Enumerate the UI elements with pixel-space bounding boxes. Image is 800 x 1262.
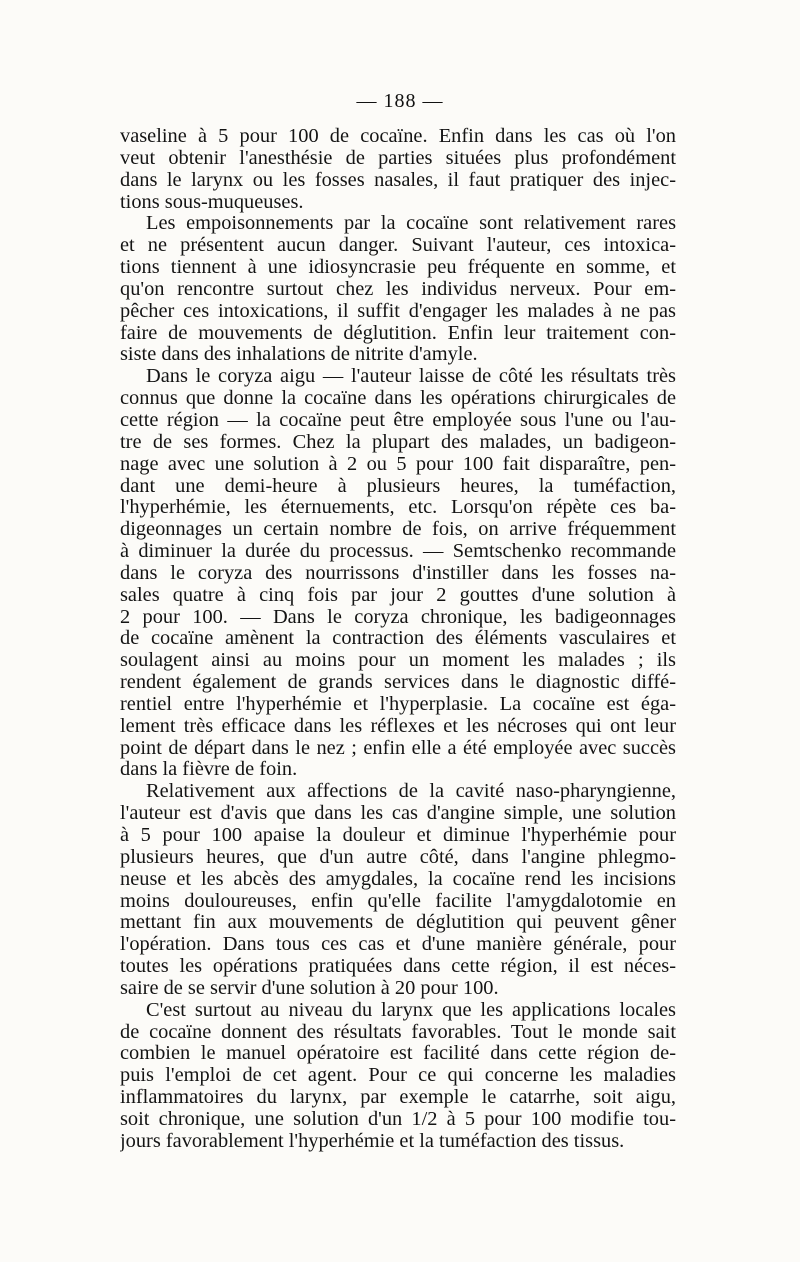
text-line: vaseline à 5 pour 100 de cocaïne. Enfin dans les cas où l'on <box>120 126 676 147</box>
text-line: soulagent ainsi au moins pour un moment les malades ; ils <box>120 650 676 672</box>
text-line: qu'on rencontre surtout chez les individus nerveux. Pour em- <box>120 278 676 300</box>
text-line: l'auteur est d'avis que dans les cas d'angine simple, une solution <box>120 803 676 825</box>
text-line: rendent également de grands services dans le diagnostic diffé- <box>120 672 676 694</box>
text-line: rentiel entre l'hyperhémie et l'hyperplasie. La cocaïne est éga- <box>120 693 676 715</box>
text-line: point de départ dans le nez ; enfin elle a été employée avec succès <box>120 737 676 759</box>
text-line: veut obtenir l'anesthésie de parties situées plus profondément <box>120 147 676 169</box>
text-line: puis l'emploi de cet agent. Pour ce qui concerne les maladies <box>120 1065 676 1087</box>
text-line: C'est surtout au niveau du larynx que les applications locales <box>146 999 676 1021</box>
text-line: saire de se servir d'une solution à 20 pour 100. <box>120 977 499 999</box>
text-line: l'hyperhémie, les éternuements, etc. Lorsqu'on répète ces ba- <box>120 497 676 519</box>
paragraph <box>120 781 676 999</box>
text-line: tre de ses formes. Chez la plupart des malades, un badigeon- <box>120 431 676 453</box>
paragraph <box>120 366 676 781</box>
text-line: siste dans des inhalations de nitrite d'amyle. <box>120 344 478 366</box>
text-line: nage avec une solution à 2 ou 5 pour 100 fait disparaître, pen- <box>120 453 676 475</box>
text-line: pêcher ces intoxications, il suffit d'engager les malades à ne pas <box>120 300 676 322</box>
text-line: l'opération. Dans tous ces cas et d'une manière générale, pour <box>120 934 676 956</box>
text-line: combien le manuel opératoire est facilité dans cette région de- <box>120 1043 676 1065</box>
text-line: dans le coryza des nourrissons d'instiller dans les fosses na- <box>120 562 676 584</box>
text-line: neuse et les abcès des amygdales, la cocaïne rend les incisions <box>120 868 676 890</box>
paragraph <box>120 213 676 366</box>
text-line: moins douloureuses, enfin qu'elle facilite l'amygdalotomie en <box>120 890 676 912</box>
text-line: digeonnages un certain nombre de fois, on arrive fréquemment <box>120 519 676 541</box>
text-line: de cocaïne donnent des résultats favorables. Tout le monde sait <box>120 1021 676 1043</box>
paragraph <box>120 1000 676 1153</box>
text-line: à 5 pour 100 apaise la douleur et diminue l'hyperhémie pour <box>120 825 676 846</box>
text-line: mettant fin aux mouvements de déglutition qui peuvent gêner <box>120 912 676 934</box>
text-line: cette région — la cocaïne peut être employée sous l'une ou l'au- <box>120 409 676 431</box>
text-line: tions sous-muqueuses. <box>120 191 304 213</box>
text-line: Les empoisonnements par la cocaïne sont relativement rares <box>146 213 676 235</box>
text-line: lement très efficace dans les réflexes et les nécroses qui ont leur <box>120 715 676 737</box>
text-line: Relativement aux affections de la cavité naso-pharyngienne, <box>146 781 676 803</box>
text-line: dans le larynx ou les fosses nasales, il faut pratiquer des injec- <box>120 169 676 191</box>
paragraph <box>120 126 676 213</box>
text-line: sales quatre à cinq fois par jour 2 gouttes d'une solution à <box>120 584 676 606</box>
text-line: soit chronique, une solution d'un 1/2 à 5 pour 100 modifie tou- <box>120 1108 676 1130</box>
text-line: à diminuer la durée du processus. — Semtschenko recommande <box>120 541 676 563</box>
text-line: tions tiennent à une idiosyncrasie peu fréquente en somme, et <box>120 257 676 279</box>
text-line: dant une demi-heure à plusieurs heures, la tuméfaction, <box>120 475 676 497</box>
page-number: — 188 — <box>356 90 444 112</box>
text-line: faire de mouvements de déglutition. Enfin leur traitement con- <box>120 322 676 344</box>
text-line: jours favorablement l'hyperhémie et la tuméfaction des tissus. <box>120 1130 625 1152</box>
text-line: et ne présentent aucun danger. Suivant l'auteur, ces intoxica- <box>120 235 676 257</box>
text-line: de cocaïne amènent la contraction des éléments vasculaires et <box>120 628 676 650</box>
text-line: 2 pour 100. — Dans le coryza chronique, les badigeonnages <box>120 606 676 628</box>
text-line: inflammatoires du larynx, par exemple le catarrhe, soit aigu, <box>120 1087 676 1109</box>
text-line: Dans le coryza aigu — l'auteur laisse de côté les résultats très <box>146 366 676 388</box>
text-line: dans la fièvre de foin. <box>120 759 298 781</box>
text-line: plusieurs heures, que d'un autre côté, dans l'angine phlegmo- <box>120 846 676 868</box>
text-line: toutes les opérations pratiquées dans cette région, il est néces- <box>120 956 676 978</box>
text-line: connus que donne la cocaïne dans les opérations chirurgicales de <box>120 388 676 410</box>
body-text <box>120 126 676 1153</box>
